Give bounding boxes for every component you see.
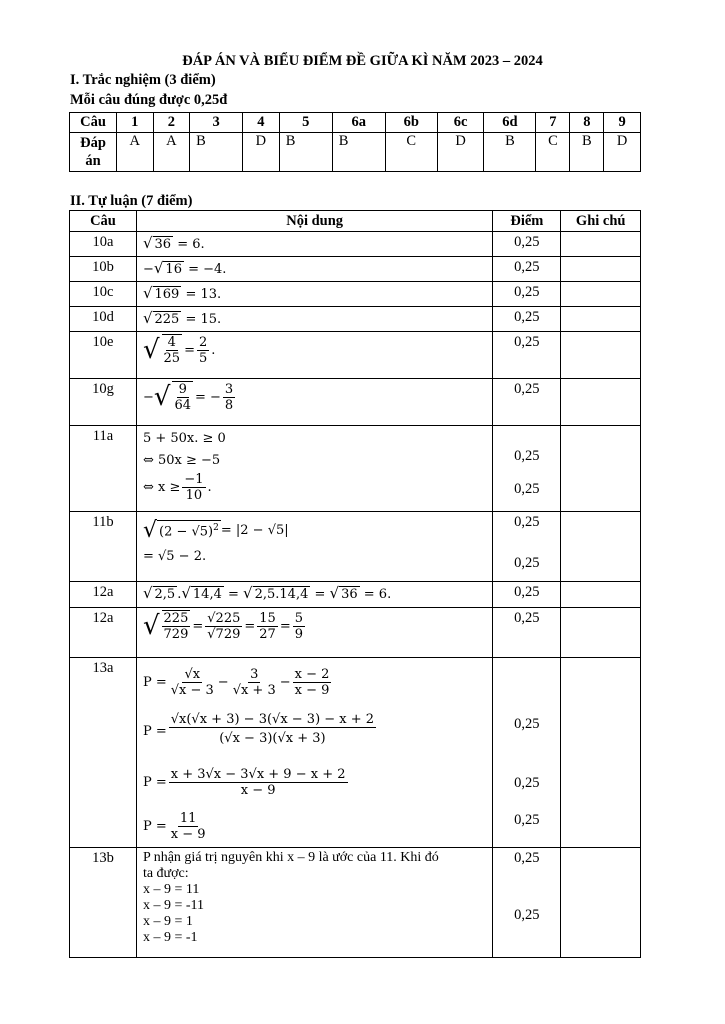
equals: = −: [194, 389, 221, 405]
question-number: 10c: [70, 282, 137, 307]
mc-answer-label: [70, 133, 117, 172]
numerator: 9: [178, 382, 187, 397]
score: 0,25: [493, 379, 561, 426]
question-number: 11a: [70, 426, 137, 512]
essay-row: [70, 332, 641, 379]
result: = 15.: [181, 312, 222, 327]
essay-header-content: Nội dung: [136, 211, 492, 232]
step-line: [143, 472, 492, 503]
answer-content: √ $\frac{225}{729}$ = $\frac{√225}{√729}$ = $\frac{15}{27}$ = $\frac{5}{9}$: [136, 608, 492, 658]
score: 0,25: [514, 907, 540, 923]
score: 0,25: [514, 812, 540, 828]
multiple-choice-table: [69, 112, 641, 172]
period: .: [207, 480, 212, 495]
period: .: [211, 342, 216, 358]
step-line: ⇔ 50x ≥ −5: [142, 453, 221, 468]
answer-content: √ 225 = 15.: [136, 307, 492, 332]
mc-header-row: [70, 113, 641, 133]
numerator: 225: [163, 611, 189, 626]
question-number: 10a: [70, 232, 137, 257]
mc-question: 9: [604, 113, 641, 133]
inner-expression: 2 − √5: [164, 524, 209, 540]
score: 0,25: [493, 307, 561, 332]
note: [561, 582, 641, 608]
score: 0,25: [514, 514, 540, 530]
note: [561, 257, 641, 282]
numerator: 11: [179, 810, 197, 826]
denominator: (√x − 3)(√x + 3): [219, 731, 326, 746]
numerator: 2: [198, 334, 208, 350]
mc-answer: D: [243, 133, 280, 172]
mc-question: 4: [243, 113, 280, 133]
text-line: x – 9 = 11: [142, 882, 200, 897]
p-label: P =: [142, 774, 167, 790]
denominator: 25: [163, 351, 181, 366]
score: 0,25: [493, 608, 561, 658]
step-line: P = $\frac{√x}{√x - 3}$ − $\frac{3}{√x + 3}$ − $\frac{x - 2}{x - 9}$: [142, 666, 330, 698]
numerator: 5: [294, 610, 304, 626]
note: [561, 608, 641, 658]
score-cell: [493, 848, 561, 958]
mc-answer: A: [153, 133, 190, 172]
numerator: x − 2: [294, 666, 330, 682]
mc-question: 6b: [385, 113, 437, 133]
step-line: 5 + 50x. ≥ 0: [142, 431, 226, 446]
essay-row: [70, 282, 641, 307]
mc-answer: D: [437, 133, 484, 172]
denominator: 8: [224, 397, 234, 413]
score: 0,25: [493, 232, 561, 257]
question-number: 10d: [70, 307, 137, 332]
score: 0,25: [493, 582, 561, 608]
denominator: 9: [294, 626, 304, 642]
step-line: = √5 − 2.: [142, 549, 207, 564]
note: [561, 512, 641, 582]
p-label: P =: [142, 723, 167, 739]
essay-row: [70, 307, 641, 332]
mc-answer: B: [332, 133, 385, 172]
numerator: √x(√x + 3) − 3(√x − 3) − x + 2: [170, 712, 375, 727]
page-title: ĐÁP ÁN VÀ BIỂU ĐIỂM ĐỀ GIỮA KÌ NĂM 2023 – 2024: [182, 53, 543, 69]
question-number: 10b: [70, 257, 137, 282]
note: [561, 379, 641, 426]
score: 0,25: [514, 716, 540, 732]
radicand: 36: [154, 237, 172, 252]
result: = 6.: [173, 237, 205, 252]
p-label: P =: [142, 674, 167, 690]
sign: −: [142, 262, 154, 277]
text-line: P nhận giá trị nguyên khi x – 9 là ước của 11. Khi đó: [142, 850, 439, 865]
answer-content: − √ $\frac{9}{64}$ = − $\frac{3}{8}$: [136, 379, 492, 426]
radicand: 2,5.14,4: [254, 587, 309, 602]
mc-question: 5: [279, 113, 332, 133]
mc-question: 6d: [484, 113, 536, 133]
mc-header-label: Câu: [70, 113, 117, 133]
numerator: 15: [259, 610, 276, 626]
essay-table: [69, 210, 641, 958]
score: 0,25: [514, 850, 540, 866]
score: 0,25: [514, 481, 540, 497]
mc-question: 6a: [332, 113, 385, 133]
radicand: 169: [154, 287, 180, 302]
result: = |2 − √5|: [220, 522, 289, 538]
text-line: ta được:: [142, 866, 189, 881]
mc-answer-label-line1: Đáp: [80, 135, 106, 151]
mc-question: 7: [536, 113, 570, 133]
answer-content: −√ 16 = −4.: [136, 257, 492, 282]
denominator: x − 9: [294, 682, 330, 698]
sign: −: [142, 389, 154, 405]
answer-content: [136, 848, 492, 958]
mc-question: 6c: [437, 113, 484, 133]
radicand: 16: [165, 262, 182, 277]
note: [561, 658, 641, 848]
numerator: √x: [184, 666, 201, 682]
note: [561, 307, 641, 332]
result: = −4.: [183, 262, 227, 277]
denominator: 729: [163, 627, 189, 642]
mc-answer-row: [70, 133, 641, 172]
numerator: 3: [250, 666, 259, 682]
score-cell: [493, 512, 561, 582]
result: = 13.: [181, 287, 222, 302]
answer-content: √ 2,5 .√ 14,4 = √ 2,5.14,4 = √ 36 = 6.: [136, 582, 492, 608]
step-line: [143, 806, 492, 846]
radicand: 14,4: [192, 587, 222, 602]
question-number: 11b: [70, 512, 137, 582]
step-line: √ $(2 - √5)^2$ = |2 − √5|: [142, 517, 289, 543]
mc-answer: C: [536, 133, 570, 172]
text-line: x – 9 = -1: [142, 930, 198, 945]
score-cell: [493, 426, 561, 512]
score: 0,25: [493, 257, 561, 282]
essay-header-note: Ghi chú: [561, 211, 641, 232]
equals: =: [184, 342, 195, 358]
essay-row: [70, 512, 641, 582]
question-number: 13a: [70, 658, 137, 848]
mc-answer: B: [570, 133, 604, 172]
essay-row: [70, 426, 641, 512]
essay-row: [70, 257, 641, 282]
numerator: x + 3√x − 3√x + 9 − x + 2: [170, 766, 346, 782]
answer-content: [136, 426, 492, 512]
mc-question: 8: [570, 113, 604, 133]
mc-answer: B: [190, 133, 243, 172]
note: [561, 232, 641, 257]
text-line: x – 9 = 1: [142, 914, 193, 929]
denominator: √x + 3: [232, 682, 276, 698]
mc-question: 2: [153, 113, 190, 133]
mc-answer: C: [385, 133, 437, 172]
question-number: 12a: [70, 582, 137, 608]
numerator: 3: [224, 381, 234, 397]
score: 0,25: [514, 555, 540, 571]
note: [561, 426, 641, 512]
mc-question: 3: [190, 113, 243, 133]
mc-answer-label-line2: án: [85, 153, 101, 169]
radicand: 36: [341, 587, 358, 602]
denominator: 10: [185, 488, 203, 503]
note: [561, 332, 641, 379]
essay-header-score: Điểm: [493, 211, 561, 232]
note: [561, 848, 641, 958]
denominator: 27: [259, 626, 276, 642]
part2-heading: II. Tự luận (7 điểm): [70, 193, 193, 209]
score-cell: [493, 658, 561, 848]
radicand: 225: [154, 312, 180, 327]
essay-row: [70, 232, 641, 257]
denominator: √729: [207, 626, 241, 642]
result: = 6.: [359, 587, 392, 602]
question-number: 13b: [70, 848, 137, 958]
denominator: 64: [174, 398, 191, 413]
denominator: x − 9: [170, 826, 206, 842]
mc-answer: A: [117, 133, 154, 172]
text-line: x – 9 = -11: [142, 898, 204, 913]
score: 0,25: [493, 332, 561, 379]
mc-answer: B: [484, 133, 536, 172]
denominator: 5: [198, 350, 208, 366]
mc-question: 1: [117, 113, 154, 133]
answer-content: √ 36 = 6.: [136, 232, 492, 257]
mc-answer: B: [279, 133, 332, 172]
answer-content: √ $\frac{4}{25}$ = $\frac{2}{5}$ .: [136, 332, 492, 379]
essay-row: [70, 608, 641, 658]
score: 0,25: [493, 282, 561, 307]
mc-answer: D: [604, 133, 641, 172]
essay-header-question: Câu: [70, 211, 137, 232]
step-prefix: ⇔ x ≥: [142, 480, 181, 495]
step-line: [143, 758, 492, 806]
denominator: √x − 3: [170, 682, 214, 698]
essay-row: [70, 379, 641, 426]
question-number: 10e: [70, 332, 137, 379]
p-label: P =: [142, 818, 167, 834]
numerator: 4: [167, 335, 176, 350]
answer-content: [136, 658, 492, 848]
exponent: 2: [213, 523, 219, 534]
essay-row: [70, 658, 641, 848]
question-number: 10g: [70, 379, 137, 426]
note: [561, 282, 641, 307]
step-line: [143, 704, 492, 758]
numerator: √225: [207, 610, 241, 626]
essay-row: [70, 848, 641, 958]
radicand: 2,5: [154, 587, 176, 602]
essay-header-row: [70, 211, 641, 232]
part1-heading: I. Trắc nghiệm (3 điểm): [70, 72, 216, 88]
numerator: −1: [184, 472, 204, 487]
score: 0,25: [514, 448, 540, 464]
answer-content: [136, 512, 492, 582]
question-number: 12a: [70, 608, 137, 658]
answer-content: √ 169 = 13.: [136, 282, 492, 307]
essay-row: [70, 582, 641, 608]
denominator: x − 9: [240, 782, 276, 798]
part1-subheading: Mỗi câu đúng được 0,25đ: [70, 92, 228, 108]
score: 0,25: [514, 775, 540, 791]
